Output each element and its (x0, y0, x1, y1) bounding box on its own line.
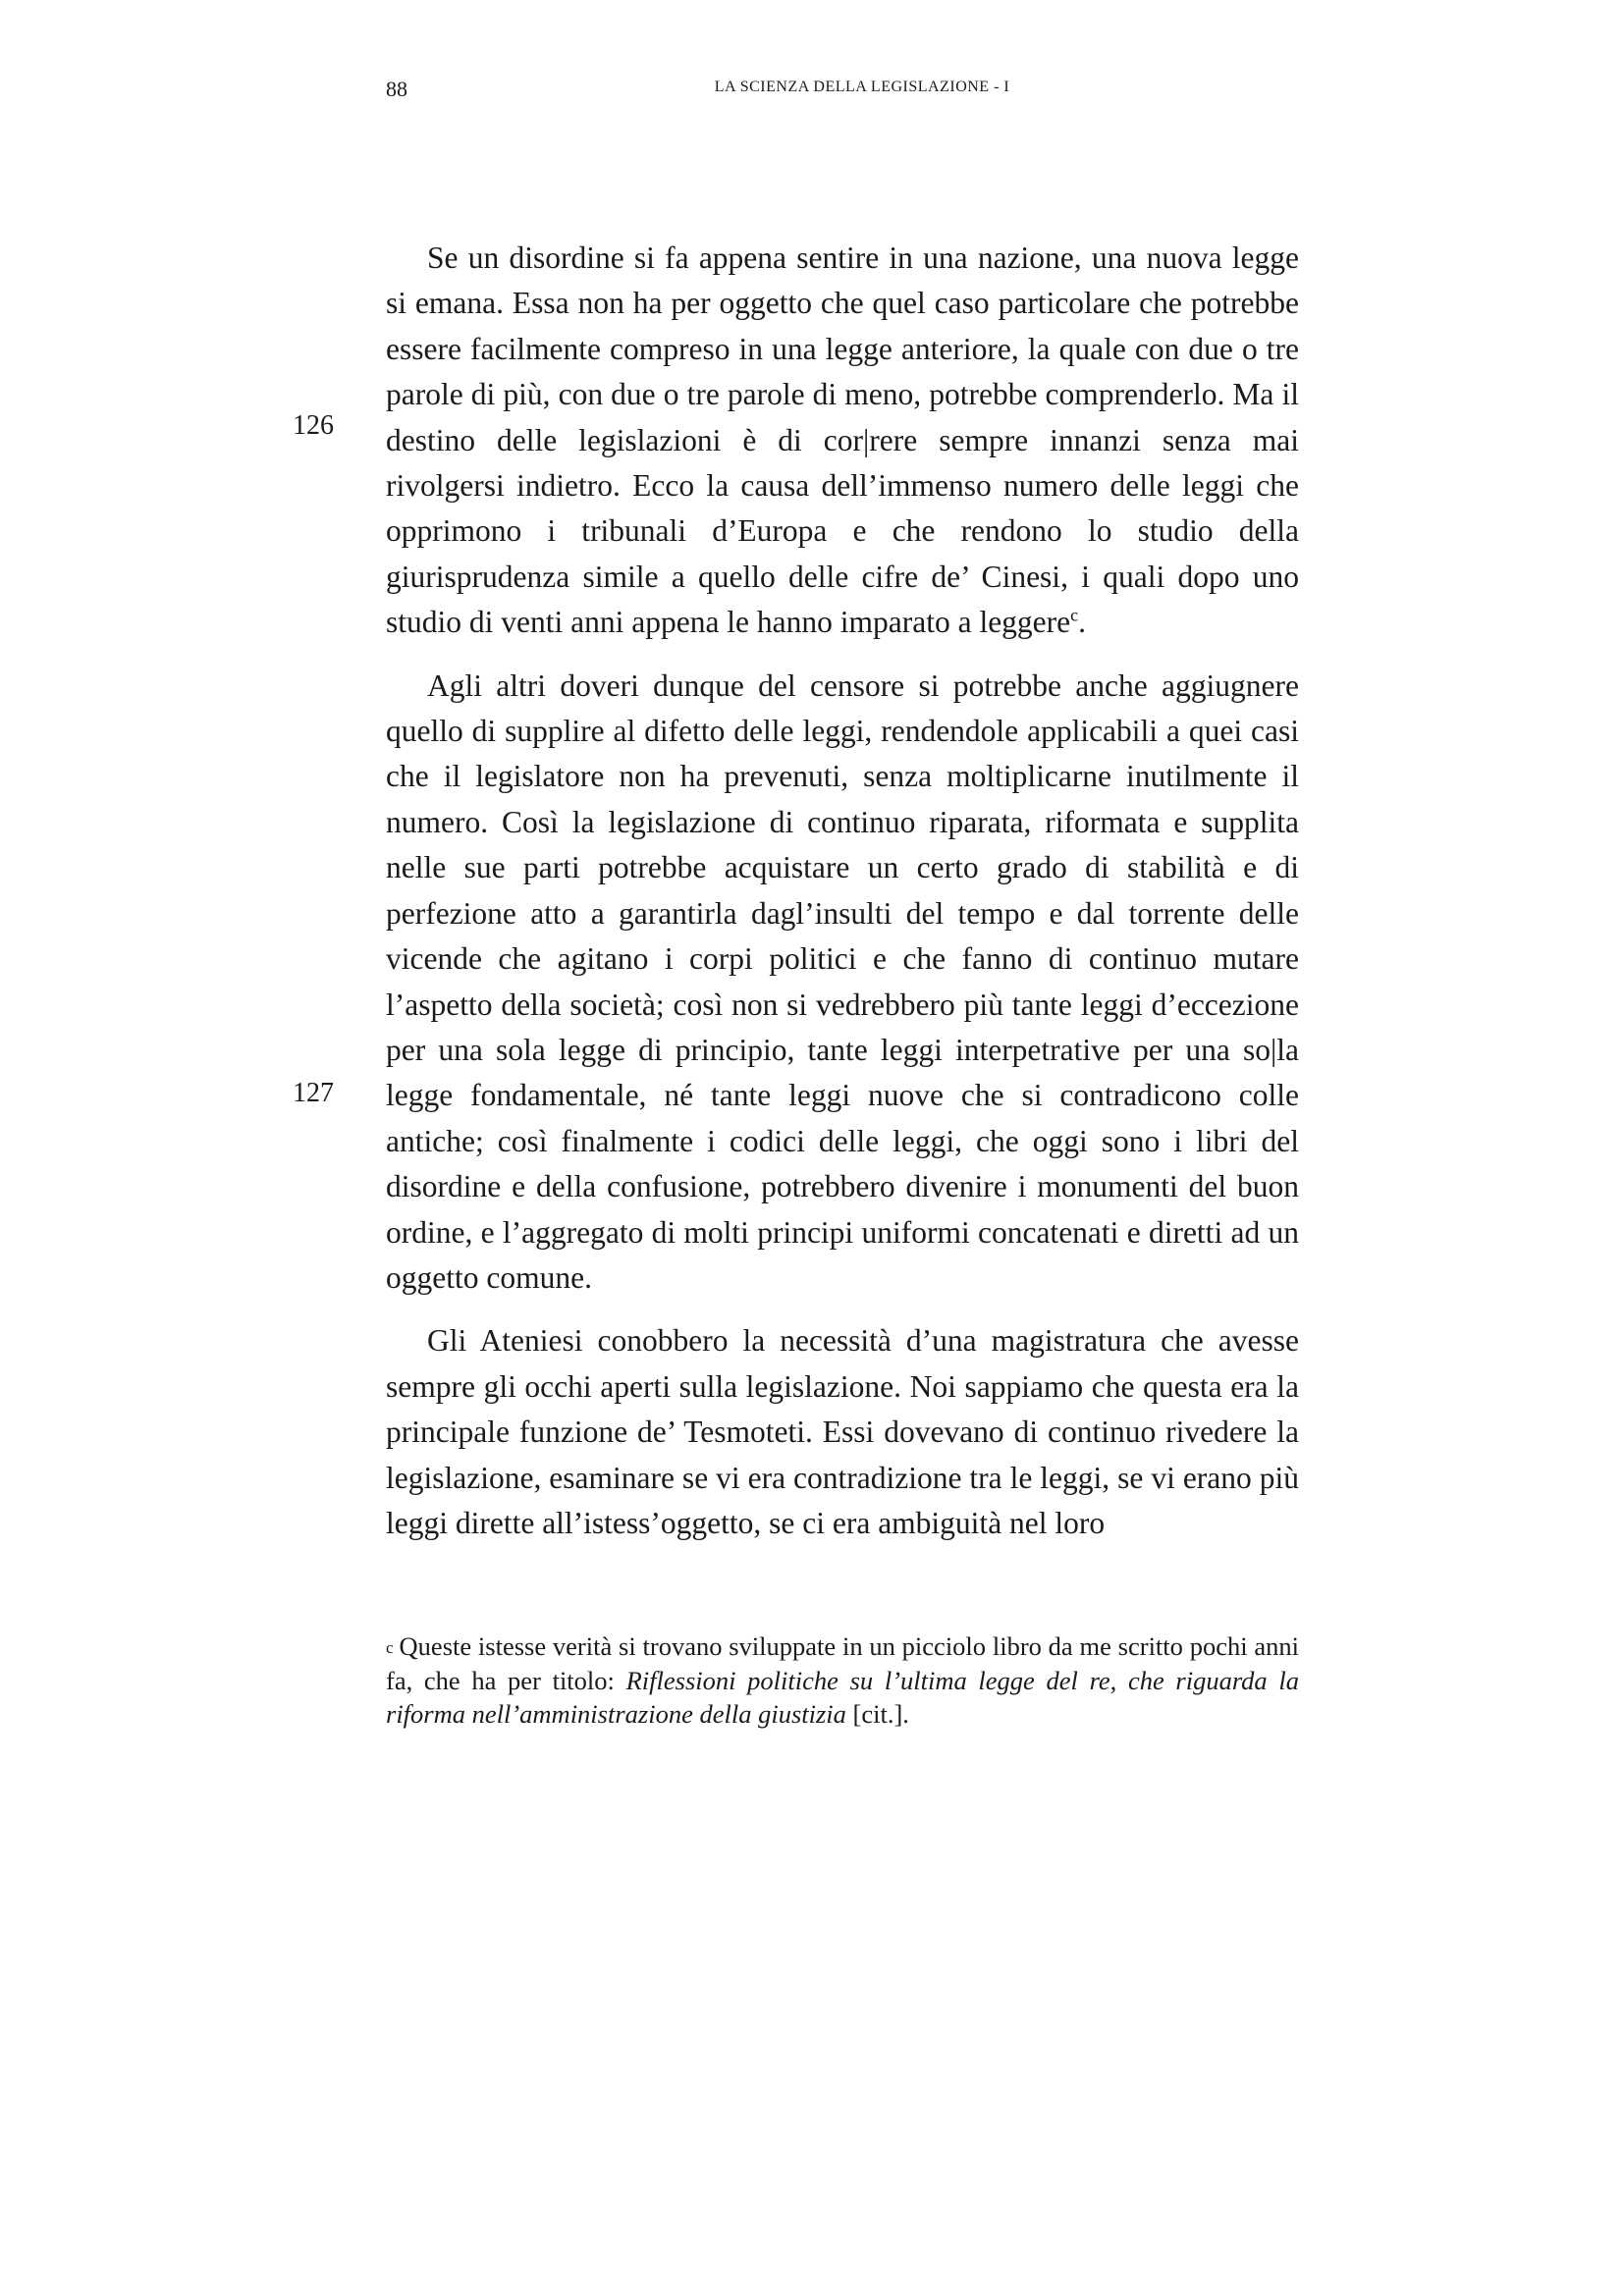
margin-note-126: 126 (293, 410, 334, 441)
running-title: LA SCIENZA DELLA LEGISLAZIONE - I (714, 79, 1010, 95)
footnote-text: Queste istesse verità si trovano sviluppate in un picciolo libro da me scritto pochi anni fa, che ha per titolo: (386, 1631, 1299, 1695)
footnote (386, 1629, 1299, 1732)
page-header (386, 77, 1299, 110)
footnote-reference[interactable]: c (1070, 605, 1079, 625)
page-number: 88 (386, 77, 407, 101)
margin-note-127: 127 (293, 1078, 334, 1108)
footnote-book-title: Riflessioni politiche su l’ultima legge del re, che riguarda la riforma nell’amministrazione della giustizia (386, 1665, 1299, 1729)
paragraph-1 (386, 236, 1299, 646)
body-text (386, 236, 1299, 1564)
paragraph-3: Gli Ateniesi conobbero la necessità d’una magistratura che avesse sempre gli occhi aperti sulla legislazione. Noi sappiamo che questa era la principale funzione de’ Tesmoteti. Essi dovevano di continuo rivedere la legislazione, esaminare se vi era contradizione tra le leggi, se vi erano più leggi dirette all’istess’oggetto, se ci era ambiguità nel loro (386, 1323, 1299, 1540)
paragraph-1-text: Se un disordine si fa appena sentire in una nazione, una nuova legge si emana. Essa non ha per oggetto che quel caso particolare che potrebbe essere facilmente compreso in una legge anteriore, la quale con due o tre parole di più, con due o tre parole di meno, potrebbe comprenderlo. Ma il destino delle legislazioni è di cor|rere sempre innanzi senza mai rivolgersi indietro. Ecco la causa dell’immenso numero delle leggi che opprimono i tribunali d’Europa e che rendono lo studio della giurisprudenza simile a quello delle cifre de’ Cinesi, i quali dopo uno studio di venti anni appena le hanno imparato a leggere (386, 240, 1299, 640)
footnote-citation: [cit.]. (845, 1699, 909, 1729)
paragraph-2: Agli altri doveri dunque del censore si potrebbe anche aggiugnere quello di supplire al difetto delle leggi, rendendole applicabili a quei casi che il legislatore non ha prevenuti, senza moltiplicarne inutilmente il numero. Così la legislazione di continuo riparata, riformata e supplita nelle sue parti potrebbe acquistare un certo grado di stabilità e di perfezione atto a garantirla dagl’insulti del tempo e dal torrente delle vicende che agitano i corpi politici e che fanno di continuo mutare l’aspetto della società; così non si vedrebbero più tante leggi d’eccezione per una sola legge di principio, tante leggi interpetrative per una so|la legge fondamentale, né tante leggi nuove che si contradicono colle antiche; così finalmente i codici delle leggi, che oggi sono i libri del disordine e della confusione, potrebbero divenire i monumenti del buon ordine, e l’aggregato di molti principi uniformi concatenati e diretti ad un oggetto comune. (386, 667, 1299, 1295)
footnote-marker: c (386, 1638, 394, 1657)
paragraph-1-end: . (1078, 605, 1087, 640)
